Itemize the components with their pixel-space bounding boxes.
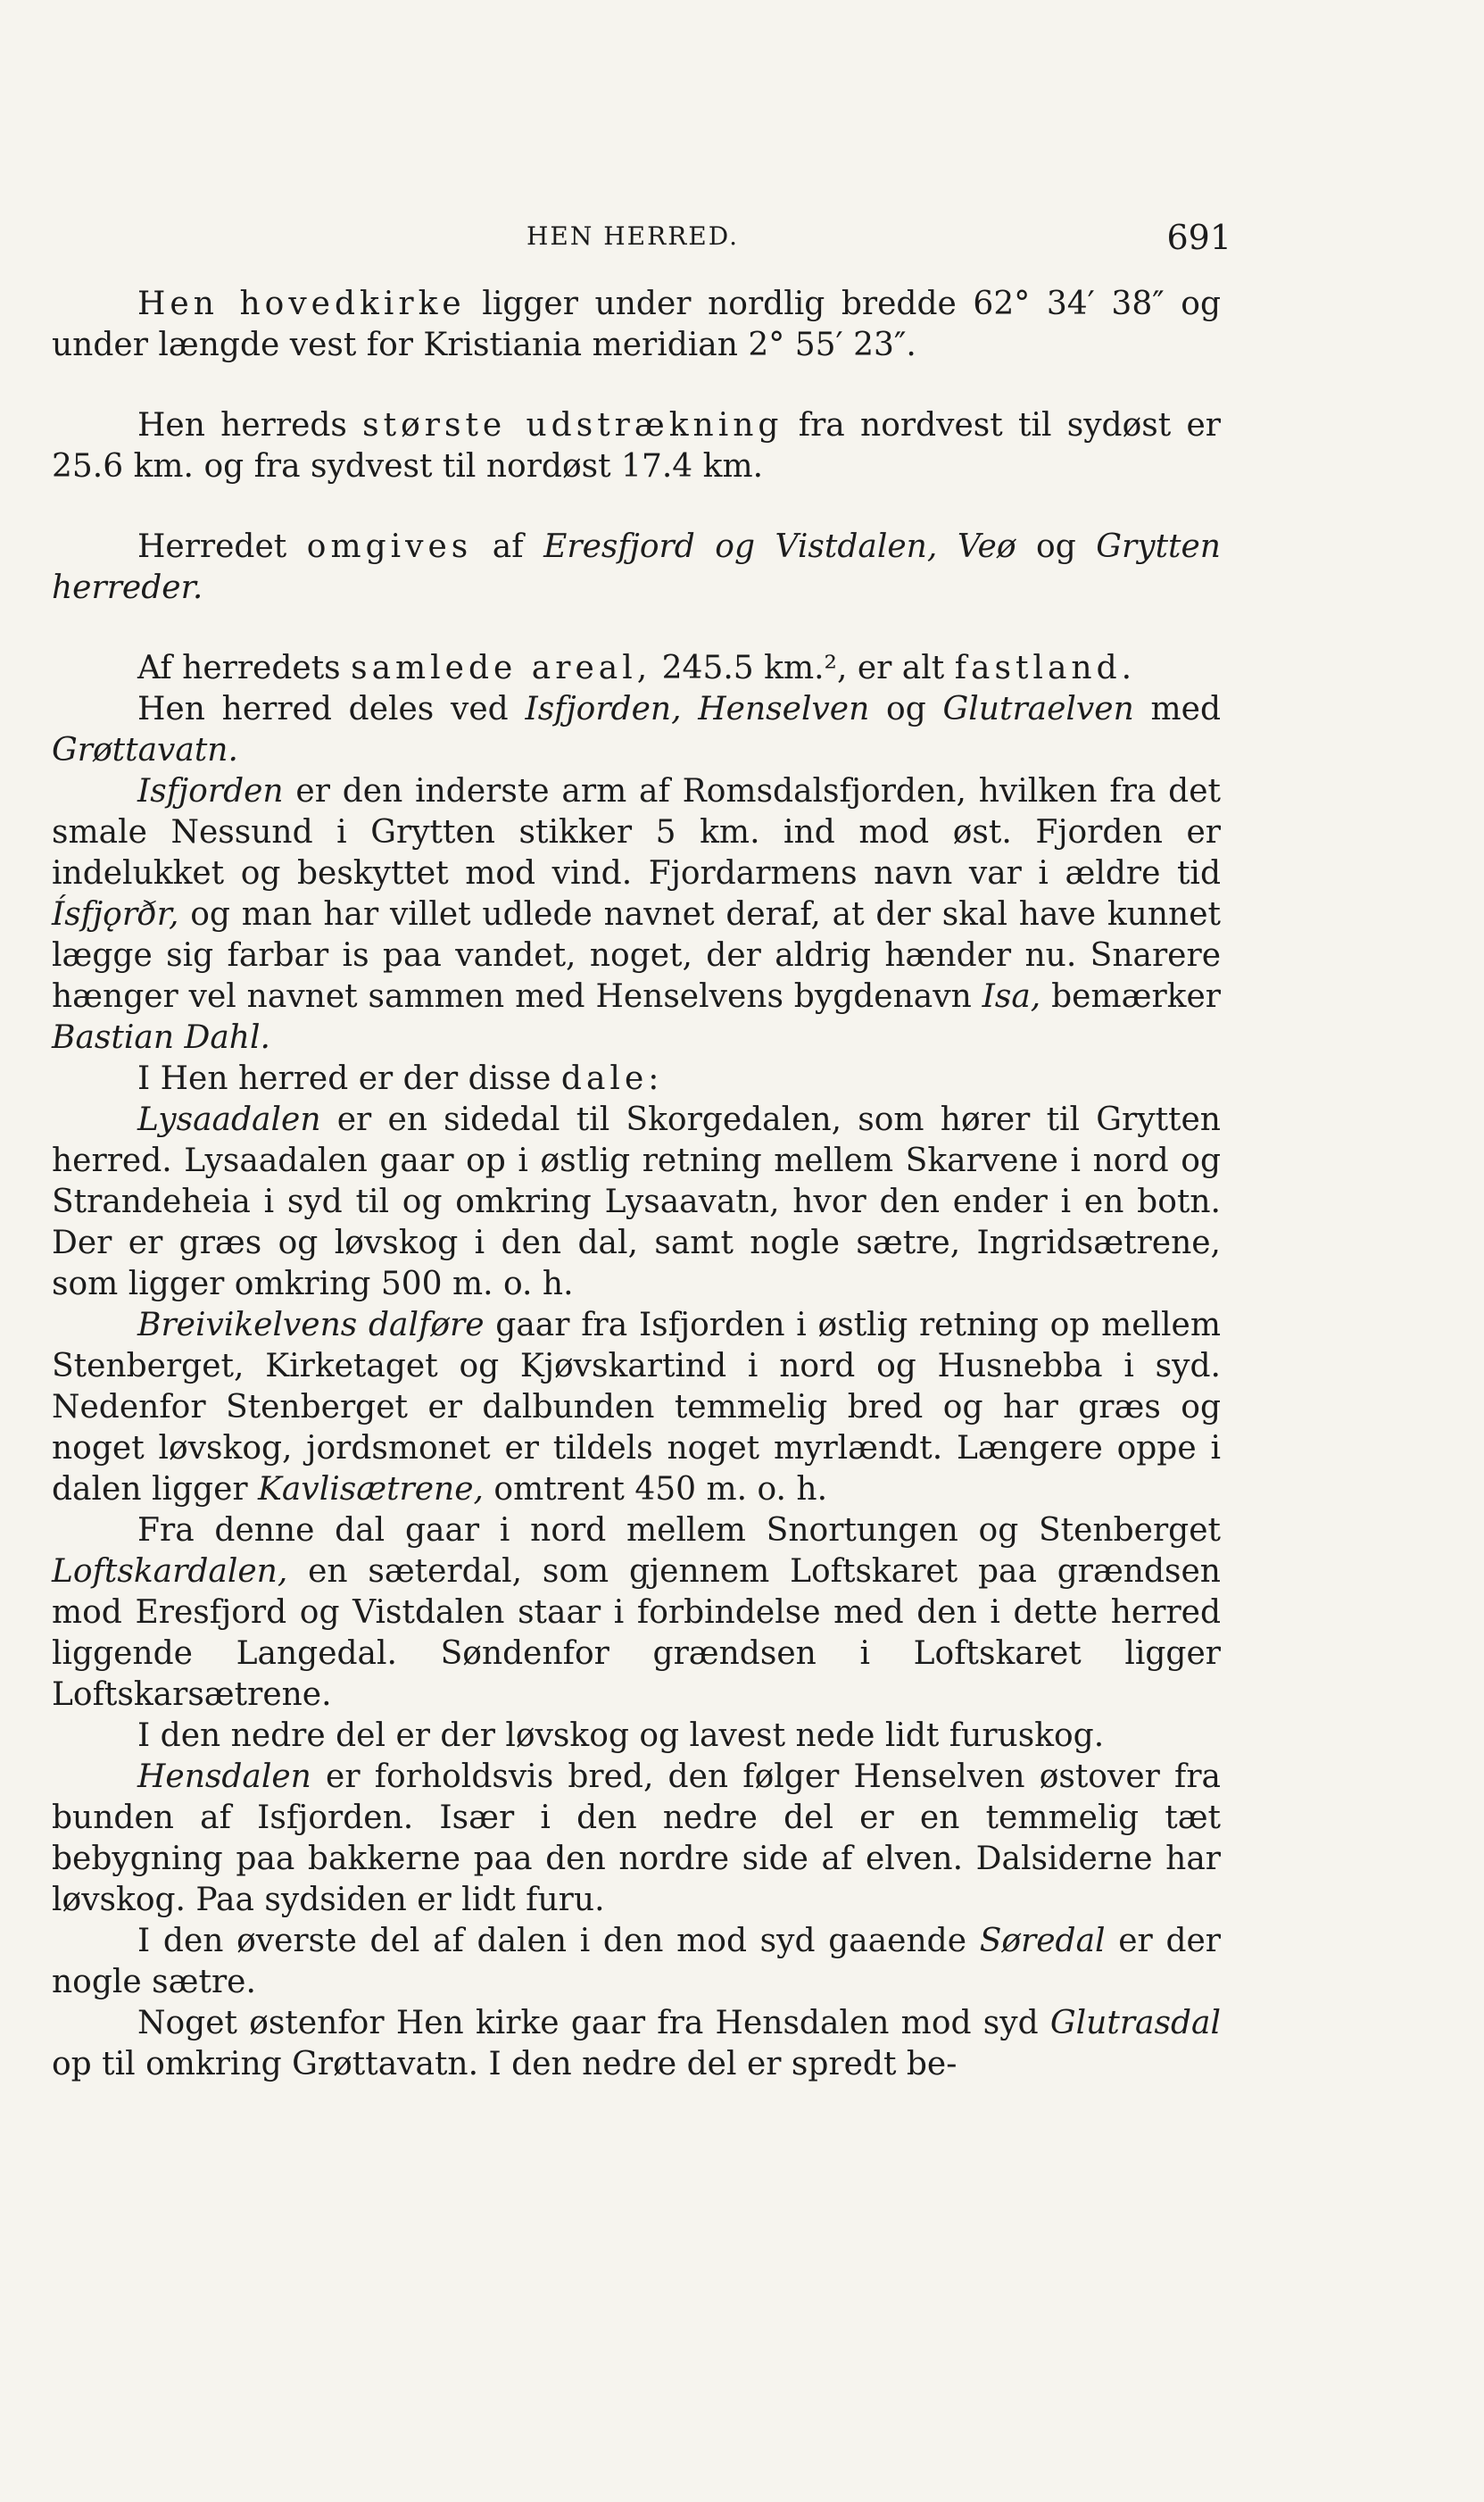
page-number: 691 xyxy=(1166,218,1231,257)
body-text xyxy=(52,284,1221,2085)
paragraph-extent: Hen herreds største udstrækning fra nordvest til sydøst er 25.6 km. og fra sydvest til nordøst 17.4 km. xyxy=(52,407,1221,485)
paragraph-lysaadalen: Lysaadalen er en sidedal til Skorgedalen, som hører til Grytten herred. Lysaadalen gaar op i østlig retning mellem Skarvene i nord og Strandeheia i syd til og omkring Lysaavatn, hvor den ender i en botn. Der er græs og løvskog i den dal, samt nogle sætre, Ingridsætrene, som ligger omkring 500 m. o. h. xyxy=(52,1101,1221,1302)
paragraph-loftskardalen: Fra denne dal gaar i nord mellem Snortungen og Stenberget Loftskardalen, en sæterdal, som gjennem Loftskaret paa grændsen mod Eresfjord og Vistdalen staar i forbindelse med den i dette herred liggende Langedal. Søndenfor grændsen i Loftskaret ligger Loftskarsætrene. xyxy=(52,1512,1221,1713)
page-header xyxy=(526,218,1231,266)
paragraph-boundaries: Herredet omgives af Eresfjord og Vistdalen, Veø og Grytten herreder. xyxy=(52,528,1221,606)
paragraph-division: Hen herred deles ved Isfjorden, Henselven og Glutraelven med Grøttavatn. xyxy=(52,691,1222,769)
paragraph-hensdalen: Hensdalen er forholdsvis bred, den følger Henselven østover fra bunden af Isfjorden. Især i den nedre del er en temmelig tæt bebygning paa bakkerne paa den nordre side af elven. Dalsiderne har løvskog. Paa sydsiden er lidt furu. xyxy=(52,1758,1221,1918)
paragraph-church-location: Hen hovedkirke ligger under nordlig bredde 62° 34′ 38″ og under længde vest for Kristiania meridian 2° 55′ 23″. xyxy=(52,286,1222,363)
paragraph-breivikelven: Breivikelvens dalføre gaar fra Isfjorden i østlig retning op mellem Stenberget, Kirketaget og Kjøvskartind i nord og Husnebba i syd. Nedenfor Stenberget er dalbunden temmelig bred og har græs og noget løvskog, jordsmonet er tildels noget myrlændt. Længere oppe i dalen ligger Kavlisætrene, omtrent 450 m. o. h. xyxy=(52,1307,1221,1508)
paragraph-lower-part: I den nedre del er der løvskog og lavest nede lidt furuskog. xyxy=(137,1717,1105,1754)
paragraph-isfjorden: Isfjorden er den inderste arm af Romsdalsfjorden, hvilken fra det smale Nessund i Grytten stikker 5 km. ind mod øst. Fjorden er indelukket og beskyttet mod vind. Fjordarmens navn var i ældre tid Ísfjǫrðr, og man har villet udlede navnet deraf, at der skal have kunnet lægge sig farbar is paa vandet, noget, der aldrig hænder nu. Snarere hænger vel navnet sammen med Henselvens bygdenavn Isa, bemærker Bastian Dahl. xyxy=(52,773,1221,1056)
paragraph-area: Af herredets samlede areal, 245.5 km.², er alt fastland. xyxy=(137,650,1137,686)
running-head: HEN HERRED. xyxy=(526,221,740,251)
paragraph-soredal: I den øverste del af dalen i den mod syd gaaende Søredal er der nogle sætre. xyxy=(52,1923,1222,2000)
paragraph-glutrasdal: Noget østenfor Hen kirke gaar fra Hensdalen mod syd Glutrasdal op til omkring Grøttavatn. I den nedre del er spredt be- xyxy=(52,2005,1221,2082)
paragraph-valleys-intro: I Hen herred er der disse dale: xyxy=(137,1060,664,1097)
